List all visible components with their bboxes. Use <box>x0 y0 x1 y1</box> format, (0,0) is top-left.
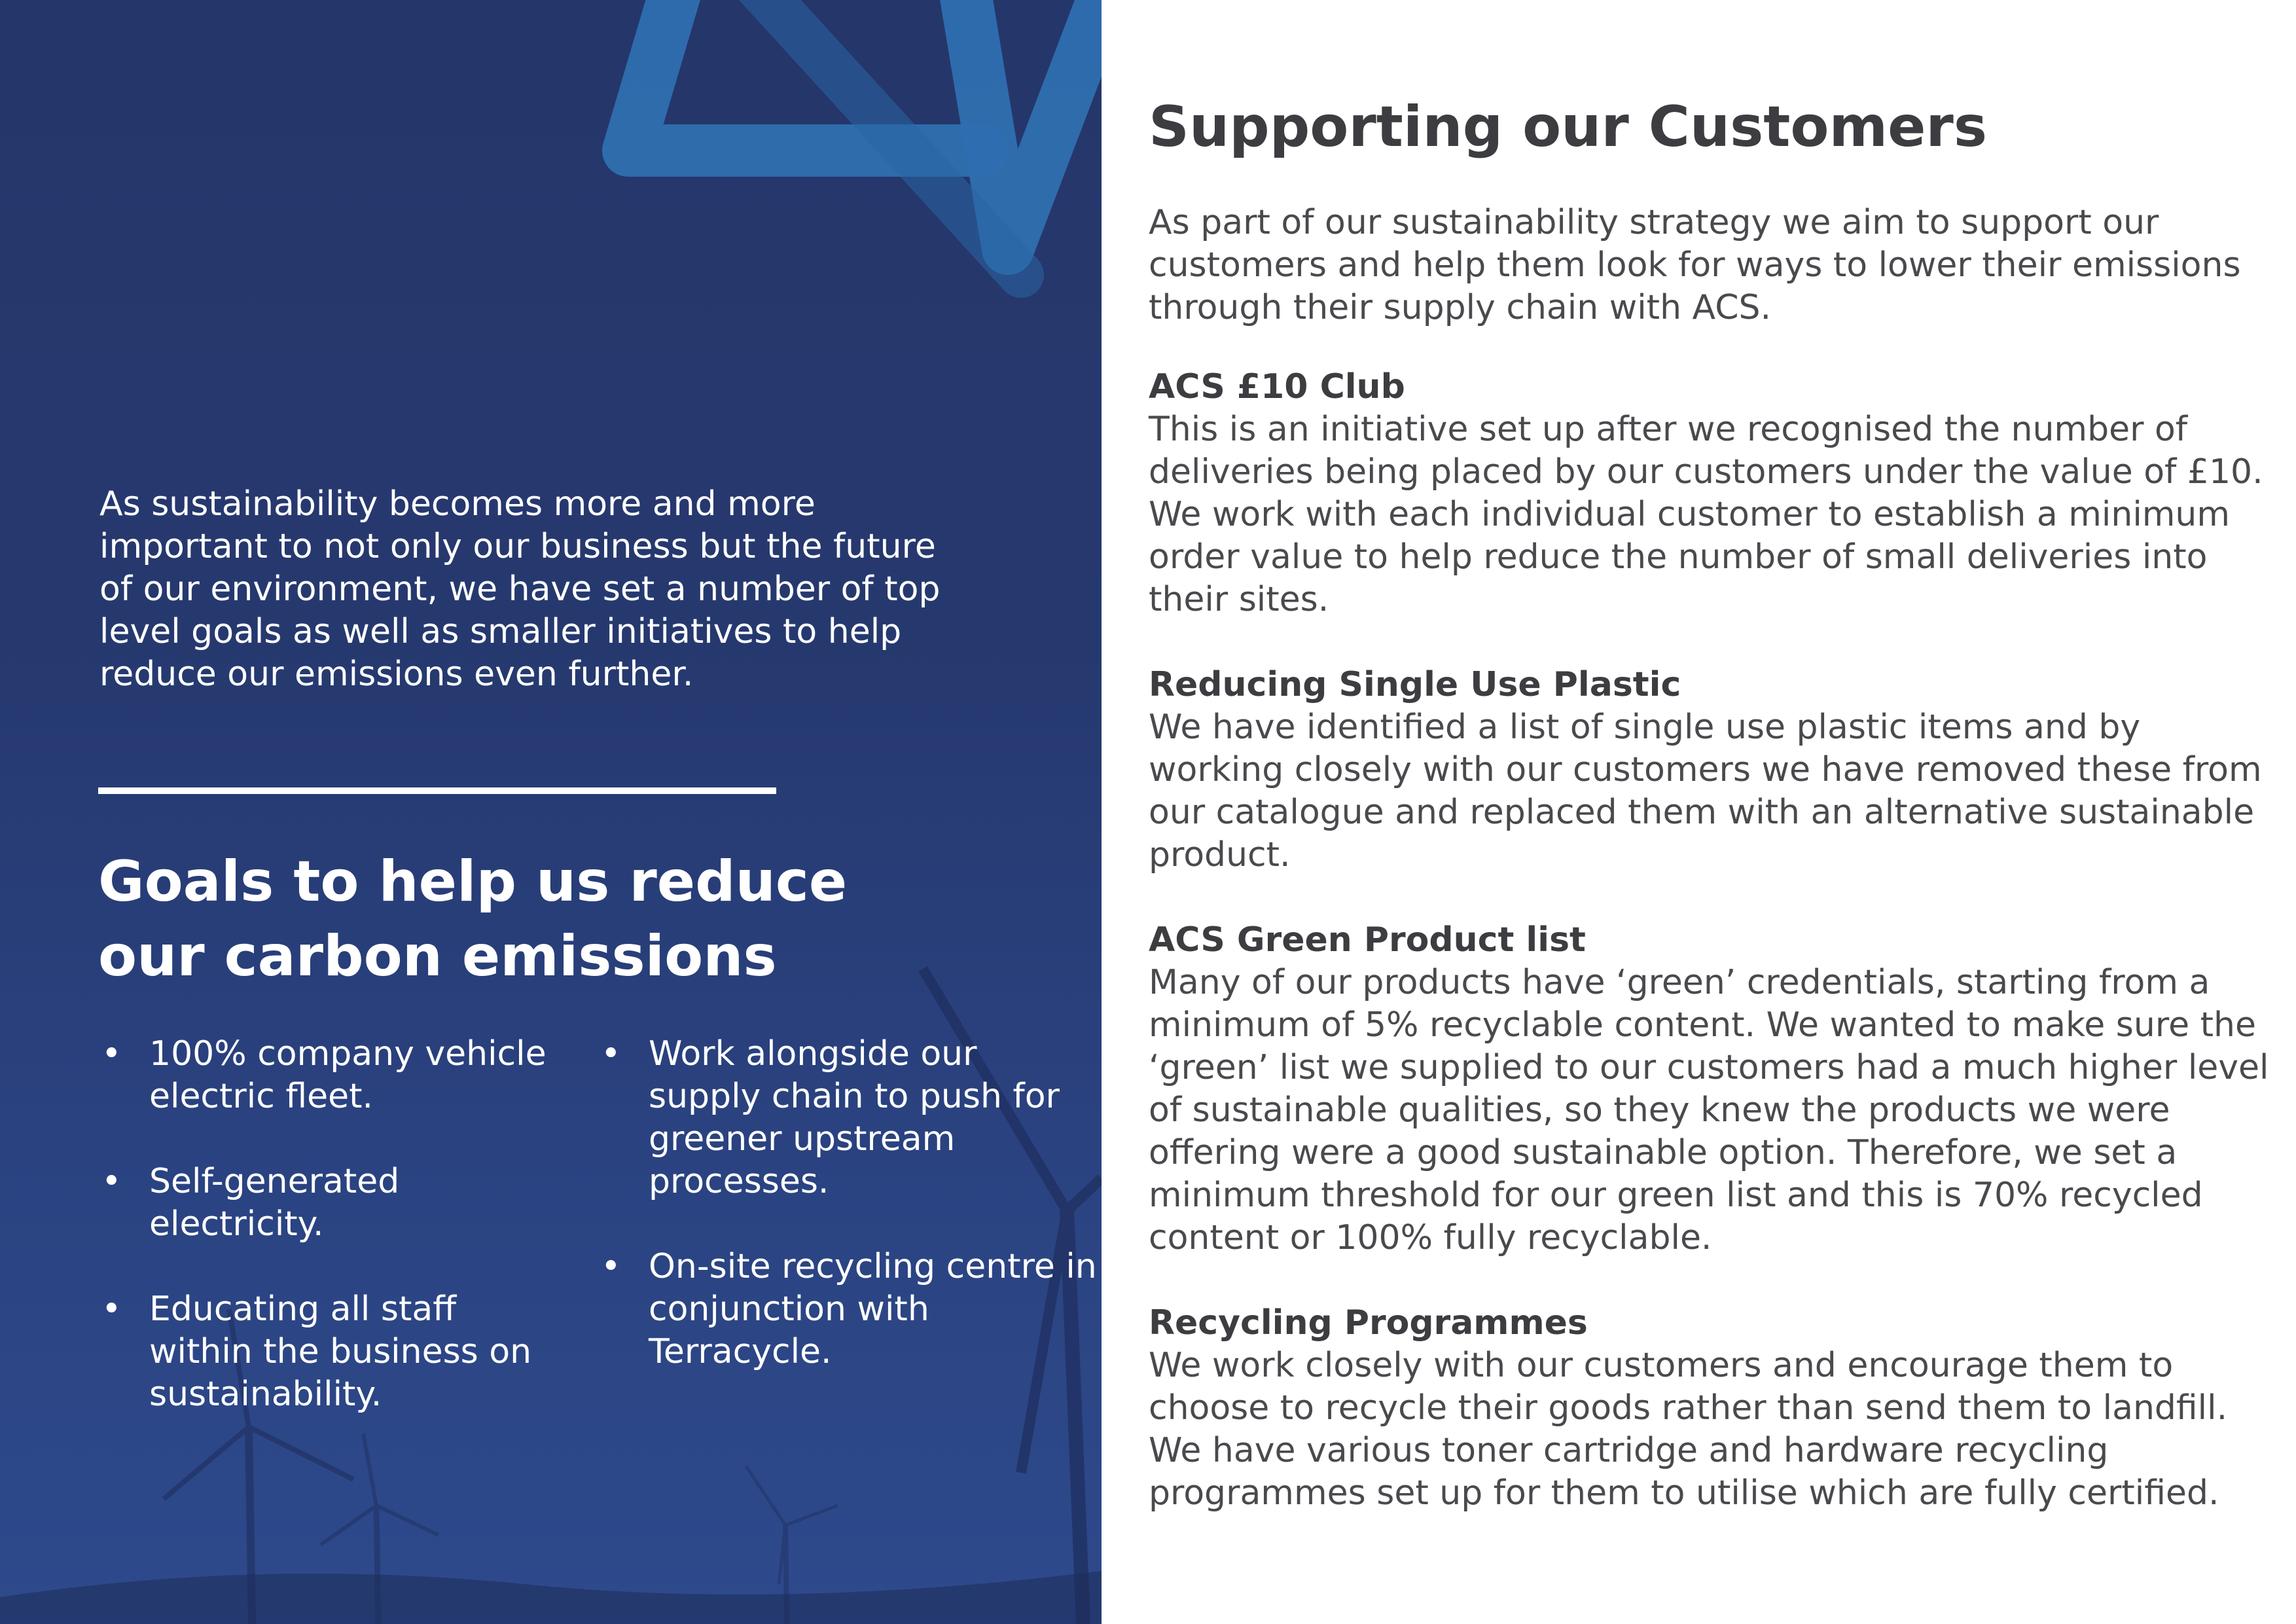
section-recycling-programmes <box>1149 1302 2274 1515</box>
section-heading: ACS Green Product list <box>1149 920 1586 960</box>
goal-item <box>101 1033 560 1118</box>
bullet-icon: • <box>601 1247 621 1286</box>
section-heading: Reducing Single Use Plastic <box>1149 665 1681 704</box>
section-acs-10-club <box>1149 366 2274 621</box>
section-body: This is an initiative set up after we recognised the number of deliveries being placed by our customers under the value of £10. We work with each individual customer to establish a minimum order value to help reduce the number of small deliveries into their sites. <box>1149 410 2263 619</box>
section-single-use-plastic <box>1149 664 2274 876</box>
left-panel <box>0 0 1102 1624</box>
goal-item <box>101 1288 560 1416</box>
goal-text: On-site recycling centre in conjunction with Terracycle. <box>649 1247 1097 1371</box>
section-body: We work closely with our customers and encourage them to choose to recycle their goods rather than send them to landfill. We have various toner cartridge and hardware recycling programmes set up for them to utilise which are fully certified. <box>1149 1346 2228 1513</box>
goal-item <box>601 1246 1098 1373</box>
page-title: Supporting our Customers <box>1149 94 1988 160</box>
bullet-icon: • <box>101 1290 122 1329</box>
section-green-product-list <box>1149 919 2274 1259</box>
section-divider <box>98 787 776 794</box>
section-body: Many of our products have ‘green’ credentials, starting from a minimum of 5% recyclable content. We wanted to make sure the ‘green’ list we supplied to our customers had a much higher level of sustainable qualities, so they knew the products we were offering were a good sustainable option. Therefore, we set a minimum threshold for our green list and this is 70% recycled content or 100% fully recyclable. <box>1149 963 2269 1257</box>
bullet-icon: • <box>101 1162 122 1201</box>
right-panel <box>1102 0 2296 1624</box>
goals-list-right <box>601 1033 1098 1416</box>
customers-intro: As part of our sustainability strategy we aim to support our customers and help them look for ways to lower their emissions through their supply chain with ACS. <box>1149 203 2241 327</box>
goal-item <box>101 1161 560 1246</box>
section-body: We have identified a list of single use plastic items and by working closely with our customers we have removed these from our catalogue and replaced them with an alternative sustainable product. <box>1149 708 2262 875</box>
goal-text: Self-generated electricity. <box>149 1162 400 1244</box>
section-heading: ACS £10 Club <box>1149 367 1405 406</box>
goals-list-left <box>101 1033 560 1458</box>
brand-logo-shape-icon <box>628 0 1102 275</box>
bullet-icon: • <box>101 1034 122 1074</box>
goal-text: 100% company vehicle electric fleet. <box>149 1034 547 1116</box>
goals-heading: Goals to help us reduce our carbon emissions <box>98 849 848 989</box>
goal-item <box>601 1033 1098 1203</box>
sustainability-intro: As sustainability becomes more and more important to not only our business but the future of our environment, we have set a number of top level goals as well as smaller initiatives to help reduce our emissions even further. <box>99 484 941 694</box>
goal-text: Work alongside our supply chain to push for greener upstream processes. <box>649 1034 1060 1201</box>
bullet-icon: • <box>601 1034 621 1074</box>
goal-text: Educating all staff within the business on sustainability. <box>149 1290 532 1414</box>
initiatives <box>1149 366 2274 1557</box>
section-heading: Recycling Programmes <box>1149 1303 1588 1343</box>
